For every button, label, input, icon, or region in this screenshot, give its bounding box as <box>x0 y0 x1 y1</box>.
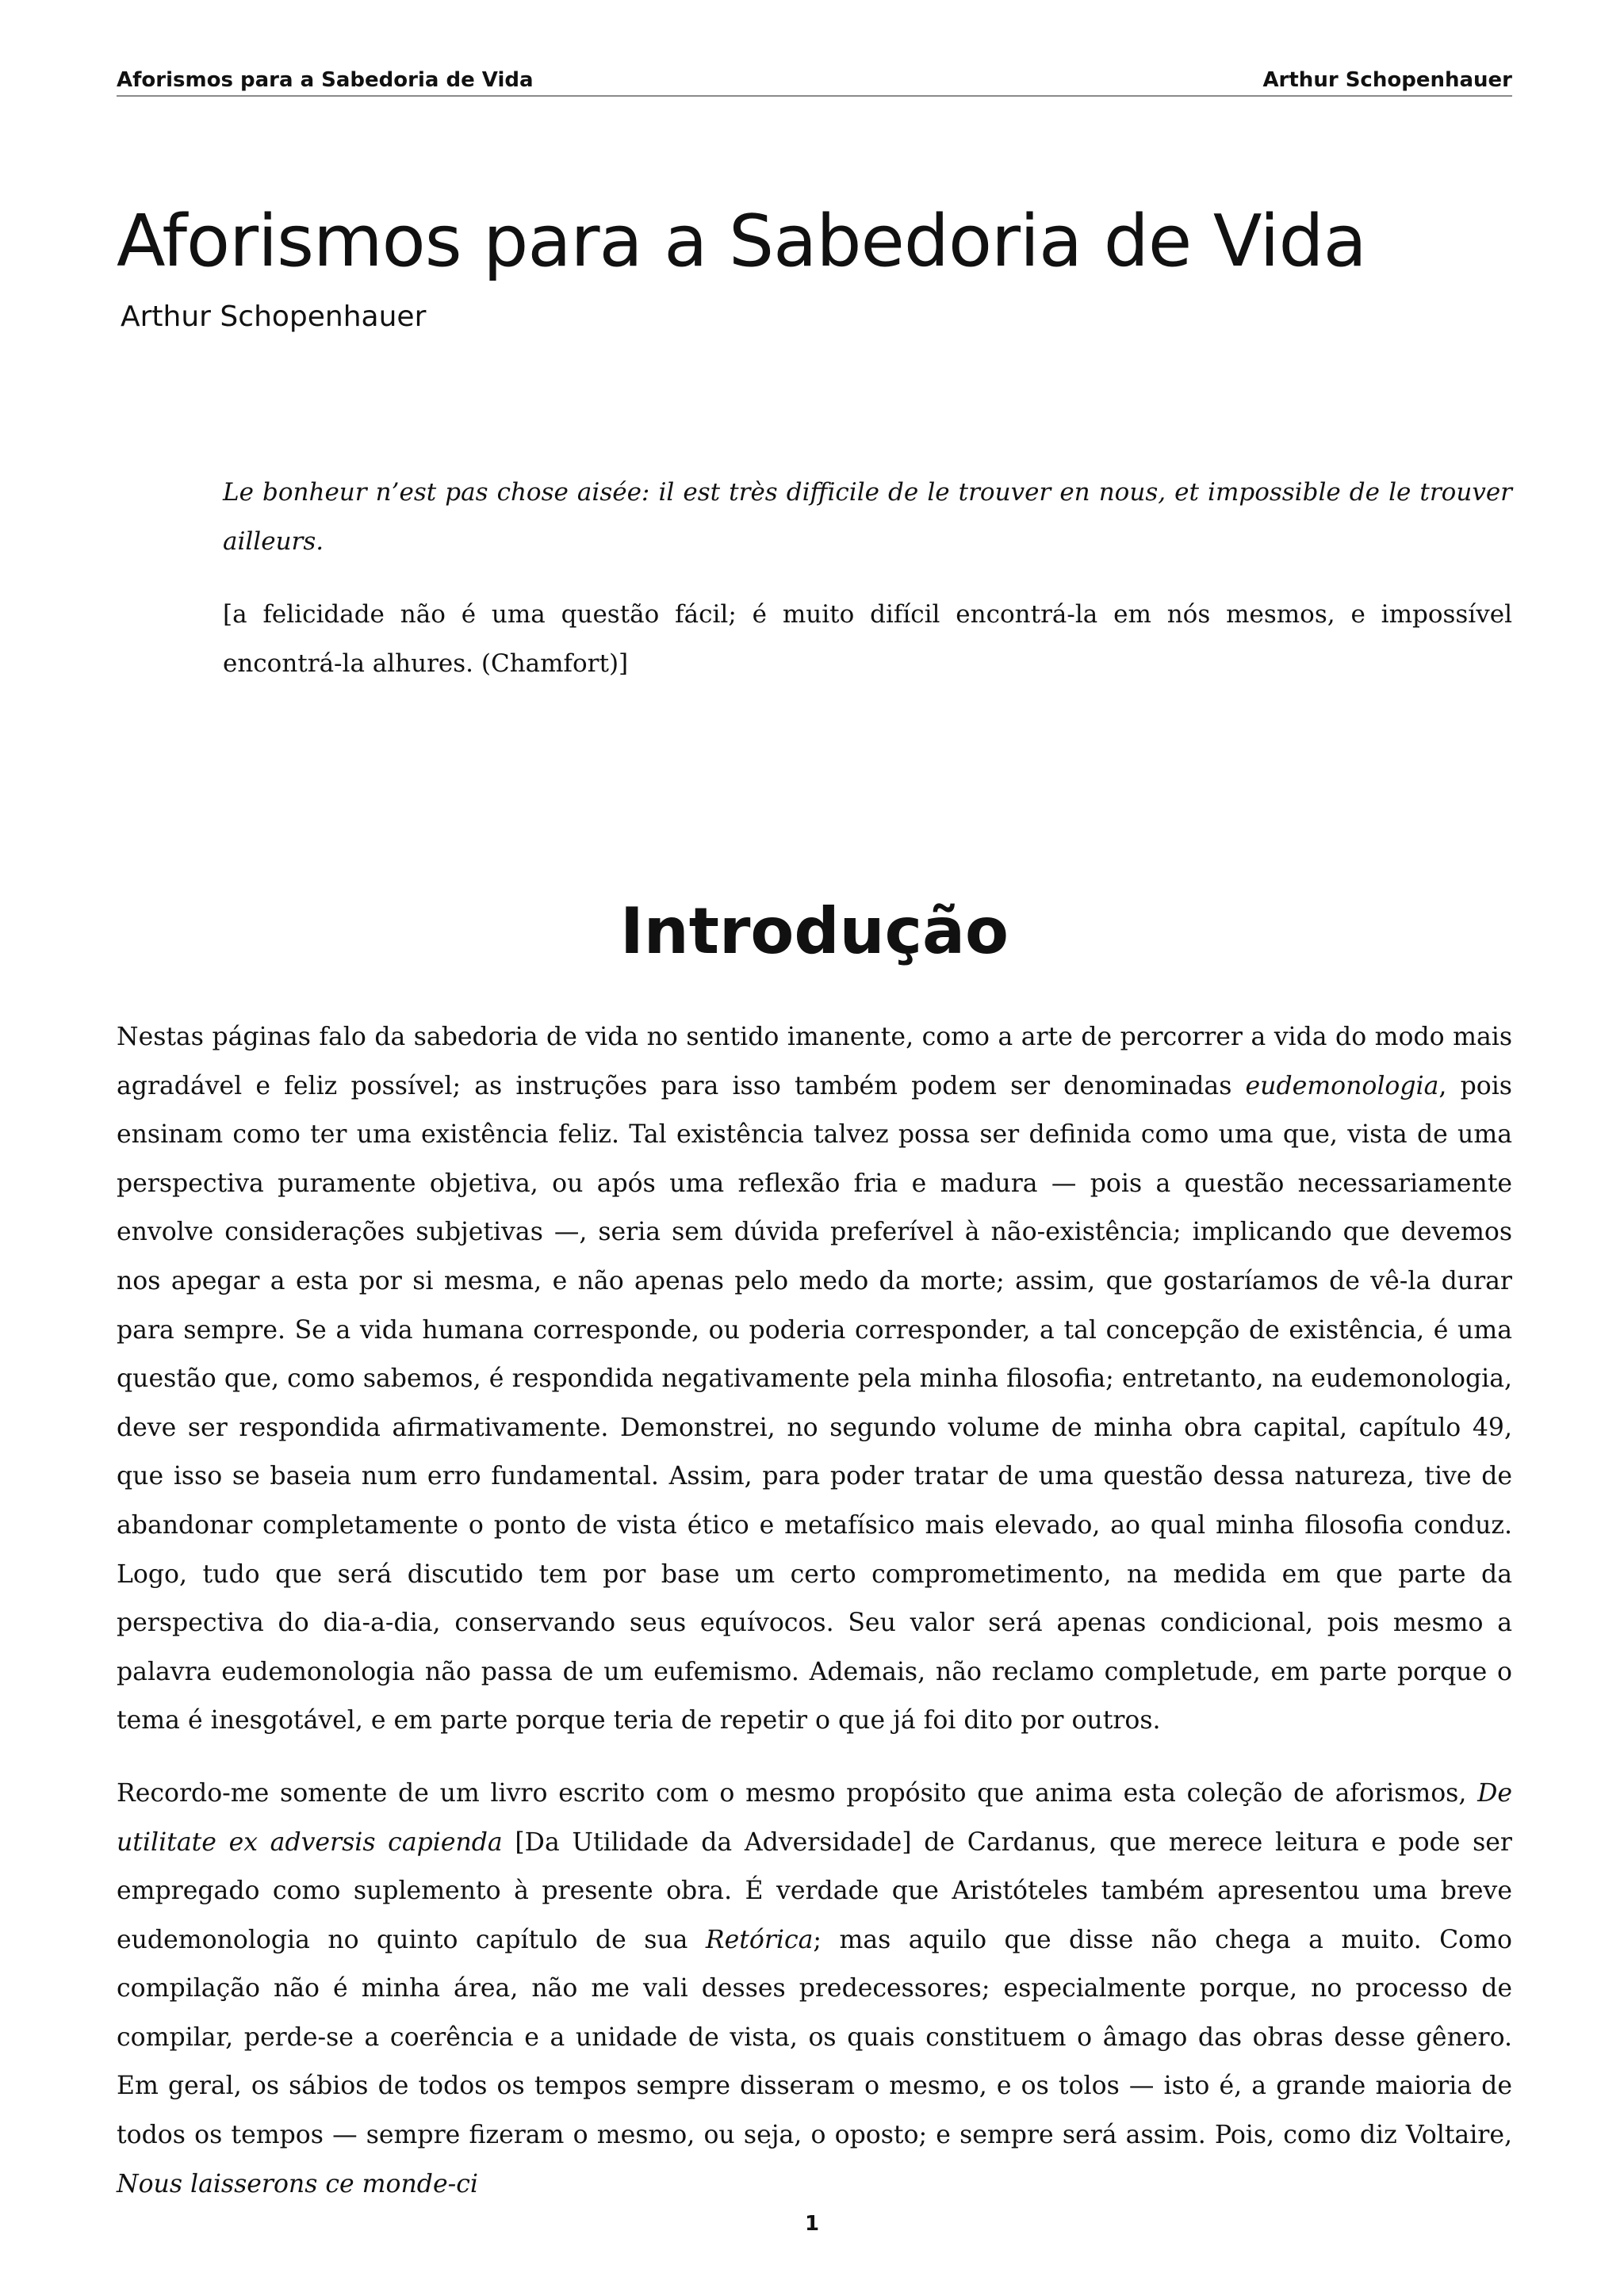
body-text <box>117 1013 1512 2233</box>
paragraph-2 <box>117 1770 1512 2209</box>
header-book-title: Aforismos para a Sabedoria de Vida <box>117 68 534 92</box>
paragraph-2-text-a: Recordo-me somente de um livro escrito com o mesmo propósito que anima esta coleção de aforismos, <box>117 1778 1478 1808</box>
header-author: Arthur Schopenhauer <box>1262 68 1512 92</box>
paragraph-1-italic-term: eudemonologia <box>1245 1071 1439 1100</box>
paragraph-2-italic-retorica: Retórica <box>705 1925 814 1954</box>
section-title: Introdução <box>620 894 1009 968</box>
book-title: Aforismos para a Sabedoria de Vida <box>117 200 1366 283</box>
paragraph-2-italic-book-title: De utilitate ex adversis capienda <box>117 1778 1512 1857</box>
running-header <box>117 67 1512 97</box>
epigraph-french-quote: Le bonheur n’est pas chose aisée: il est très difficile de le trouver en nous, et impossible de le trouver ailleurs. <box>223 478 1512 556</box>
paragraph-2-italic-quote: Nous laisserons ce monde-ci <box>117 2169 478 2198</box>
book-author: Arthur Schopenhauer <box>121 300 427 333</box>
paragraph-2-text-c: [Da Utilidade da Adversidade] de Cardanus, que merece leitura e pode ser empregado como suplemento à presente obra. É verdade que Aristóteles também apresentou uma breve eudemonologia no quinto capítulo de sua <box>117 1827 1512 1954</box>
paragraph-1 <box>117 1013 1512 1746</box>
epigraph <box>223 468 1512 712</box>
paragraph-2-text-e: ; mas aquilo que disse não chega a muito. Como compilação não é minha área, não me vali desses predecessores; especialmente porque, no processo de compilar, perde-se a coerência e a unidade de vista, os quais constituem o âmago das obras desse gênero. Em geral, os sábios de todos os tempos sempre disseram o mesmo, e os tolos — isto é, a grande maioria de todos os tempos — sempre fizeram o mesmo, ou seja, o oposto; e sempre será assim. Pois, como diz Voltaire, <box>117 1925 1512 2150</box>
page-number: 1 <box>804 2212 820 2236</box>
paragraph-1-text-a: Nestas páginas falo da sabedoria de vida no sentido imanente, como a arte de percorrer a vida do modo mais agradável e feliz possível; as instruções para isso também podem ser denominadas <box>117 1023 1512 1100</box>
paragraph-1-text-c: , pois ensinam como ter uma existência feliz. Tal existência talvez possa ser definida como uma que, vista de uma perspectiva puramente objetiva, ou após uma reflexão fria e madura — pois a questão necessariamente envolve considerações subjetivas —, seria sem dúvida preferível à não-existência; implicando que devemos nos apegar a esta por si mesma, e não apenas pelo medo da morte; assim, que gostaríamos de vê-la durar para sempre. Se a vida humana corresponde, ou poderia corresponder, a tal concepção de existência, é uma questão que, como sabemos, é respondida negativamente pela minha filosofia; entretanto, na eudemonologia, deve ser respondida afirmativamente. Demonstrei, no segundo volume de minha obra capital, capítulo 49, que isso se baseia num erro fundamental. Assim, para poder tratar de uma questão dessa natureza, tive de abandonar completamente o ponto de vista ético e metafísico mais elevado, ao qual minha filosofia conduz. Logo, tudo que será discutido tem por base um certo comprometimento, na medida em que parte da perspectiva do dia-a-dia, conservando seus equívocos. Seu valor será apenas condicional, pois mesmo a palavra eudemonologia não passa de um eufemismo. Ademais, não reclamo completude, em parte porque o tema é inesgotável, e em parte porque teria de repetir o que já foi dito por outros. <box>117 1071 1512 1735</box>
epigraph-translation: [a felicidade não é uma questão fácil; é muito difícil encontrá-la em nós mesmos, e impossível encontrá-la alhures. (Chamfort)] <box>223 600 1512 678</box>
